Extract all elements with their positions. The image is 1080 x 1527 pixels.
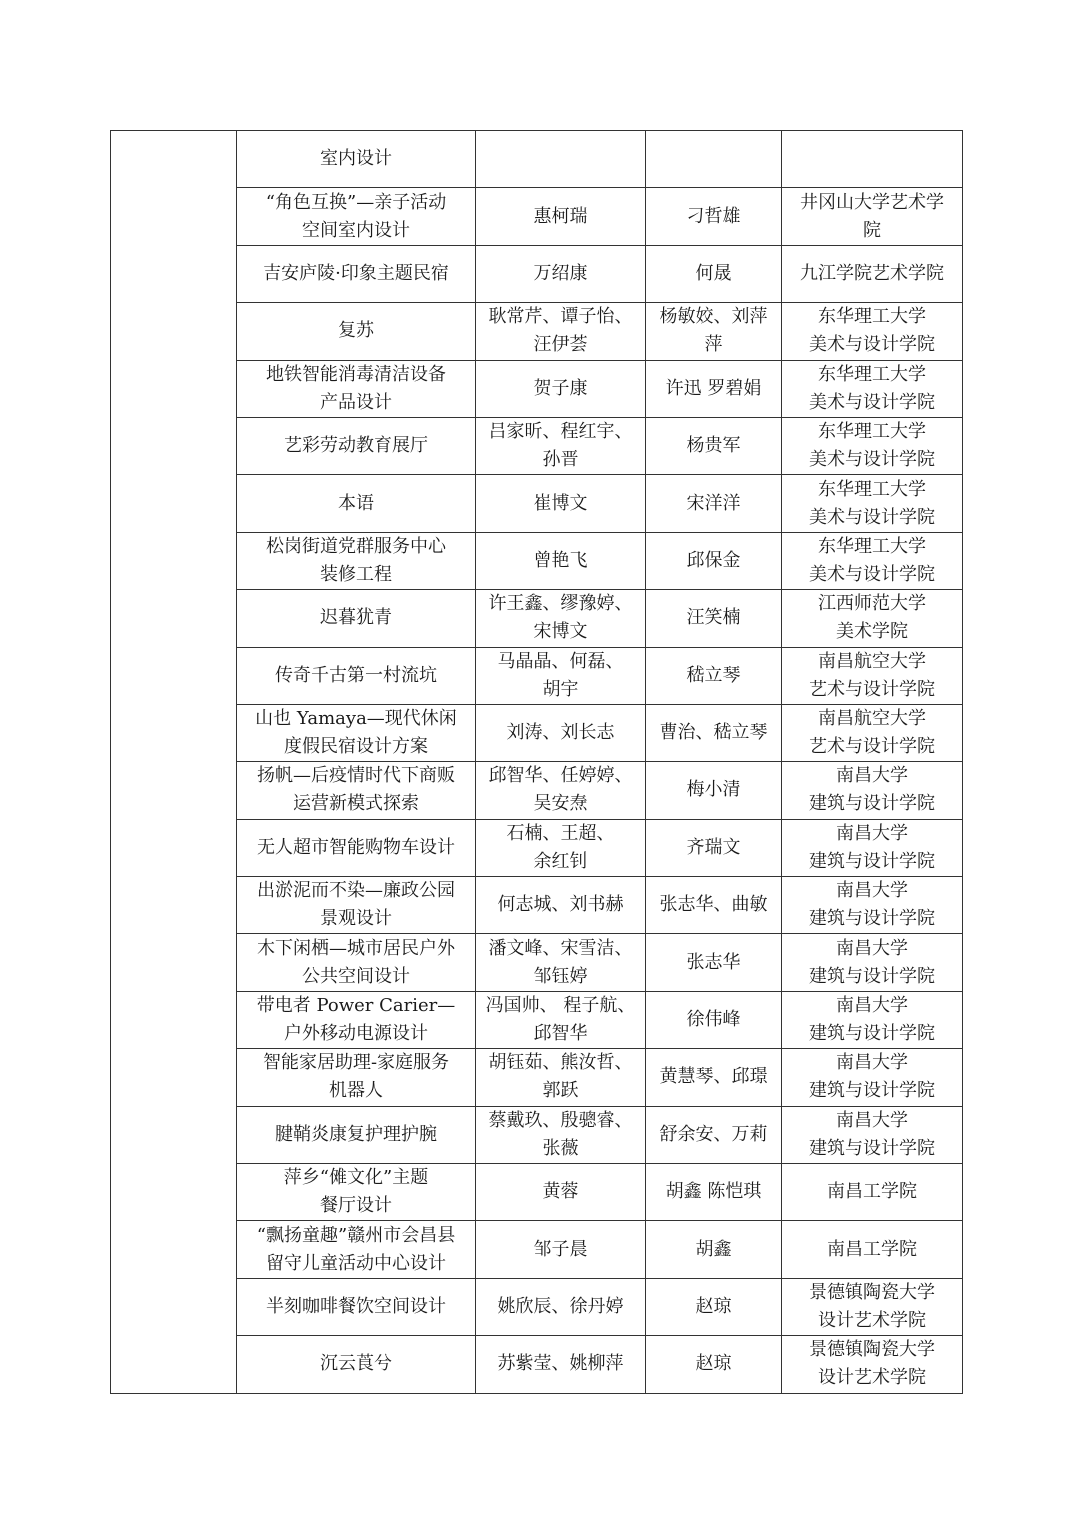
advisors-cell-text: 邱保金 xyxy=(686,549,741,571)
students-cell-text: 冯国帅、 程子航、 邱智华 xyxy=(485,995,636,1045)
table-row xyxy=(111,245,963,302)
school-cell-text: 东华理工大学 美术与设计学院 xyxy=(809,421,935,471)
advisors-cell xyxy=(646,877,782,934)
students-cell-text: 石楠、王超、 余红钊 xyxy=(506,822,615,872)
advisors-cell xyxy=(646,1221,782,1278)
school-cell xyxy=(782,131,963,188)
project-cell-text: “角色互换”—亲子活动 空间室内设计 xyxy=(265,191,447,241)
advisors-cell-text: 舒余安、万莉 xyxy=(659,1123,768,1145)
project-cell xyxy=(237,131,476,188)
table-row xyxy=(111,1106,963,1163)
table-row xyxy=(111,475,963,532)
project-cell-text: 腱鞘炎康复护理护腕 xyxy=(275,1123,437,1145)
project-cell xyxy=(237,303,476,360)
students-cell xyxy=(476,1221,646,1278)
advisors-cell-text: 宋洋洋 xyxy=(686,492,741,514)
project-cell xyxy=(237,1106,476,1163)
students-cell-text: 邱智华、任婷婷、 吴安焘 xyxy=(488,765,633,815)
school-cell-text: 东华理工大学 美术与设计学院 xyxy=(809,478,935,528)
advisors-cell-text: 张志华、曲敏 xyxy=(659,894,768,916)
project-cell-text: 带电者 Power Carier— 户外移动电源设计 xyxy=(256,995,456,1045)
project-cell xyxy=(237,991,476,1048)
students-cell xyxy=(476,704,646,761)
school-cell xyxy=(782,762,963,819)
project-cell-text: “飘扬童趣”赣州市会昌县 留守儿童活动中心设计 xyxy=(256,1224,456,1274)
advisors-cell-text: 刁哲雄 xyxy=(686,205,741,227)
table-row xyxy=(111,1164,963,1221)
table-row xyxy=(111,1221,963,1278)
project-cell-text: 出淤泥而不染—廉政公园 景观设计 xyxy=(257,880,455,930)
project-cell xyxy=(237,475,476,532)
school-cell xyxy=(782,934,963,991)
students-cell xyxy=(476,532,646,589)
table-row xyxy=(111,934,963,991)
school-cell xyxy=(782,1049,963,1106)
project-cell xyxy=(237,819,476,876)
project-cell xyxy=(237,245,476,302)
advisors-cell-text: 徐伟峰 xyxy=(686,1009,741,1031)
advisors-cell-text: 梅小清 xyxy=(686,779,741,801)
school-cell xyxy=(782,991,963,1048)
project-cell xyxy=(237,1278,476,1335)
school-cell-text: 南昌大学 建筑与设计学院 xyxy=(809,822,935,872)
advisors-cell xyxy=(646,991,782,1048)
advisors-cell xyxy=(646,303,782,360)
advisors-cell-text: 齐瑞文 xyxy=(686,836,741,858)
students-cell-text: 崔博文 xyxy=(533,492,588,514)
advisors-cell xyxy=(646,590,782,647)
students-cell xyxy=(476,188,646,245)
table-row xyxy=(111,1278,963,1335)
school-cell-text: 南昌航空大学 艺术与设计学院 xyxy=(809,650,935,700)
project-cell-text: 智能家居助理-家庭服务 机器人 xyxy=(262,1052,450,1102)
advisors-cell-text: 何晟 xyxy=(695,262,732,284)
students-cell xyxy=(476,819,646,876)
table-row xyxy=(111,532,963,589)
students-cell-text: 吕家昕、程红宇、 孙晋 xyxy=(488,421,633,471)
school-cell-text: 景德镇陶瓷大学 设计艺术学院 xyxy=(809,1282,935,1331)
students-cell xyxy=(476,131,646,188)
advisors-cell-text: 杨贵军 xyxy=(686,435,741,457)
project-cell xyxy=(237,417,476,474)
project-cell xyxy=(237,704,476,761)
advisors-cell-text: 许迅 罗碧娟 xyxy=(665,377,762,399)
students-cell-text: 潘文峰、宋雪洁、 邹钰婷 xyxy=(488,937,633,987)
project-cell xyxy=(237,590,476,647)
students-cell xyxy=(476,647,646,704)
school-cell-text: 井冈山大学艺术学 院 xyxy=(800,191,944,241)
school-cell-text: 南昌大学 建筑与设计学院 xyxy=(809,937,935,987)
school-cell xyxy=(782,1164,963,1221)
students-cell xyxy=(476,1049,646,1106)
students-cell-text: 胡钰茹、熊汝哲、 郭跃 xyxy=(488,1052,633,1102)
school-cell xyxy=(782,360,963,417)
school-cell-text: 南昌大学 建筑与设计学院 xyxy=(809,1052,935,1102)
table-row xyxy=(111,360,963,417)
school-cell xyxy=(782,647,963,704)
students-cell-text: 刘涛、刘长志 xyxy=(506,722,615,744)
project-cell xyxy=(237,360,476,417)
school-cell-text: 南昌工学院 xyxy=(827,1181,917,1203)
school-cell xyxy=(782,590,963,647)
table-row xyxy=(111,131,963,188)
project-cell xyxy=(237,188,476,245)
school-cell-text: 南昌工学院 xyxy=(827,1238,917,1260)
table-row xyxy=(111,1336,963,1393)
project-cell-text: 地铁智能消毒清洁设备 产品设计 xyxy=(266,363,446,413)
school-cell xyxy=(782,1278,963,1335)
advisors-cell xyxy=(646,131,782,188)
school-cell xyxy=(782,245,963,302)
table-row xyxy=(111,877,963,934)
advisors-cell xyxy=(646,934,782,991)
advisors-cell-text: 胡鑫 xyxy=(695,1238,732,1260)
school-cell xyxy=(782,303,963,360)
advisors-cell xyxy=(646,360,782,417)
advisors-cell xyxy=(646,647,782,704)
awards-table xyxy=(110,130,963,1394)
advisors-cell-text: 黄慧琴、邱璟 xyxy=(659,1066,768,1088)
students-cell-text: 马晶晶、何磊、 胡宇 xyxy=(497,650,624,700)
students-cell-text: 曾艳飞 xyxy=(533,549,588,571)
category-cell xyxy=(111,131,237,1394)
table-row xyxy=(111,991,963,1048)
school-cell-text: 东华理工大学 美术与设计学院 xyxy=(809,306,935,356)
students-cell-text: 惠柯瑞 xyxy=(533,205,588,227)
students-cell xyxy=(476,360,646,417)
students-cell-text: 苏紫莹、姚柳萍 xyxy=(497,1353,624,1375)
school-cell xyxy=(782,532,963,589)
project-cell-text: 扬帆—后疫情时代下商贩 运营新模式探索 xyxy=(257,765,455,815)
advisors-cell xyxy=(646,762,782,819)
school-cell-text: 九江学院艺术学院 xyxy=(800,262,944,284)
school-cell-text: 景德镇陶瓷大学 设计艺术学院 xyxy=(809,1339,935,1389)
table-row xyxy=(111,647,963,704)
school-cell xyxy=(782,704,963,761)
advisors-cell xyxy=(646,819,782,876)
school-cell-text: 东华理工大学 美术与设计学院 xyxy=(809,535,935,585)
students-cell xyxy=(476,1106,646,1163)
students-cell xyxy=(476,934,646,991)
project-cell xyxy=(237,1221,476,1278)
students-cell-text: 耿常芹、谭子怡、 汪伊荟 xyxy=(488,306,633,356)
table-row xyxy=(111,819,963,876)
advisors-cell xyxy=(646,475,782,532)
project-cell-text: 吉安庐陵·印象主题民宿 xyxy=(263,262,449,284)
advisors-cell-text: 胡鑫 陈恺琪 xyxy=(665,1181,762,1203)
students-cell-text: 邹子晨 xyxy=(533,1238,588,1260)
students-cell xyxy=(476,590,646,647)
school-cell-text: 东华理工大学 美术与设计学院 xyxy=(809,363,935,413)
project-cell xyxy=(237,1336,476,1393)
project-cell-text: 传奇千古第一村流坑 xyxy=(275,664,437,686)
project-cell-text: 复苏 xyxy=(338,320,374,342)
project-cell-text: 木下闲栖—城市居民户外 公共空间设计 xyxy=(257,937,455,987)
advisors-cell xyxy=(646,245,782,302)
advisors-cell xyxy=(646,1106,782,1163)
advisors-cell xyxy=(646,417,782,474)
project-cell xyxy=(237,877,476,934)
school-cell-text: 南昌航空大学 艺术与设计学院 xyxy=(809,708,935,758)
school-cell-text: 南昌大学 建筑与设计学院 xyxy=(809,765,935,815)
advisors-cell-text: 曹治、嵇立琴 xyxy=(659,722,768,744)
table-row xyxy=(111,188,963,245)
project-cell-text: 萍乡“傩文化”主题 餐厅设计 xyxy=(283,1167,429,1217)
advisors-cell xyxy=(646,532,782,589)
students-cell xyxy=(476,303,646,360)
advisors-cell-text: 杨敏姣、刘萍 萍 xyxy=(659,306,768,356)
school-cell xyxy=(782,819,963,876)
project-cell xyxy=(237,934,476,991)
school-cell xyxy=(782,417,963,474)
school-cell xyxy=(782,877,963,934)
project-cell-text: 艺彩劳动教育展厅 xyxy=(284,435,428,457)
students-cell xyxy=(476,1164,646,1221)
advisors-cell-text: 赵琼 xyxy=(695,1353,732,1375)
school-cell-text: 南昌大学 建筑与设计学院 xyxy=(809,880,935,930)
students-cell-text: 万绍康 xyxy=(533,262,588,284)
table-row xyxy=(111,417,963,474)
table-row xyxy=(111,590,963,647)
students-cell-text: 贺子康 xyxy=(533,377,588,399)
students-cell-text: 姚欣辰、徐丹婷 xyxy=(497,1296,624,1317)
students-cell-text: 许王鑫、缪豫婷、 宋博文 xyxy=(488,593,633,643)
students-cell xyxy=(476,762,646,819)
project-cell xyxy=(237,1164,476,1221)
advisors-cell-text: 嵇立琴 xyxy=(686,664,741,686)
table-row xyxy=(111,762,963,819)
students-cell-text: 何志城、刘书赫 xyxy=(497,894,624,916)
table-body xyxy=(111,131,963,1394)
project-cell-text: 沉云莨兮 xyxy=(320,1353,392,1375)
project-cell-text: 山也 Yamaya—现代休闲 度假民宿设计方案 xyxy=(255,708,457,758)
school-cell xyxy=(782,1106,963,1163)
project-cell xyxy=(237,647,476,704)
advisors-cell xyxy=(646,1278,782,1335)
advisors-cell-text: 赵琼 xyxy=(695,1296,732,1317)
project-cell-text: 松岗街道党群服务中心 装修工程 xyxy=(266,535,446,585)
project-cell-text: 本语 xyxy=(338,492,374,514)
advisors-cell-text: 汪笑楠 xyxy=(686,607,741,629)
table-row xyxy=(111,303,963,360)
school-cell xyxy=(782,1336,963,1393)
project-cell xyxy=(237,532,476,589)
school-cell-text: 南昌大学 建筑与设计学院 xyxy=(809,995,935,1045)
students-cell xyxy=(476,991,646,1048)
students-cell-text: 蔡戴玖、殷骢睿、 张薇 xyxy=(488,1109,633,1159)
project-cell xyxy=(237,1049,476,1106)
school-cell-text: 江西师范大学 美术学院 xyxy=(818,593,926,643)
school-cell xyxy=(782,188,963,245)
project-cell xyxy=(237,762,476,819)
students-cell xyxy=(476,417,646,474)
advisors-cell-text: 张志华 xyxy=(686,951,741,973)
advisors-cell xyxy=(646,1049,782,1106)
project-cell-text: 室内设计 xyxy=(320,148,392,170)
students-cell xyxy=(476,1336,646,1393)
project-cell-text: 半刻咖啡餐饮空间设计 xyxy=(266,1296,446,1317)
advisors-cell xyxy=(646,188,782,245)
students-cell xyxy=(476,1278,646,1335)
project-cell-text: 迟暮犹青 xyxy=(320,607,392,629)
students-cell-text: 黄蓉 xyxy=(542,1181,579,1203)
table-row xyxy=(111,704,963,761)
students-cell xyxy=(476,475,646,532)
advisors-cell xyxy=(646,1164,782,1221)
project-cell-text: 无人超市智能购物车设计 xyxy=(257,836,455,858)
school-cell xyxy=(782,475,963,532)
table-row xyxy=(111,1049,963,1106)
students-cell xyxy=(476,877,646,934)
advisors-cell xyxy=(646,1336,782,1393)
advisors-cell xyxy=(646,704,782,761)
school-cell-text: 南昌大学 建筑与设计学院 xyxy=(809,1109,935,1159)
school-cell xyxy=(782,1221,963,1278)
students-cell xyxy=(476,245,646,302)
